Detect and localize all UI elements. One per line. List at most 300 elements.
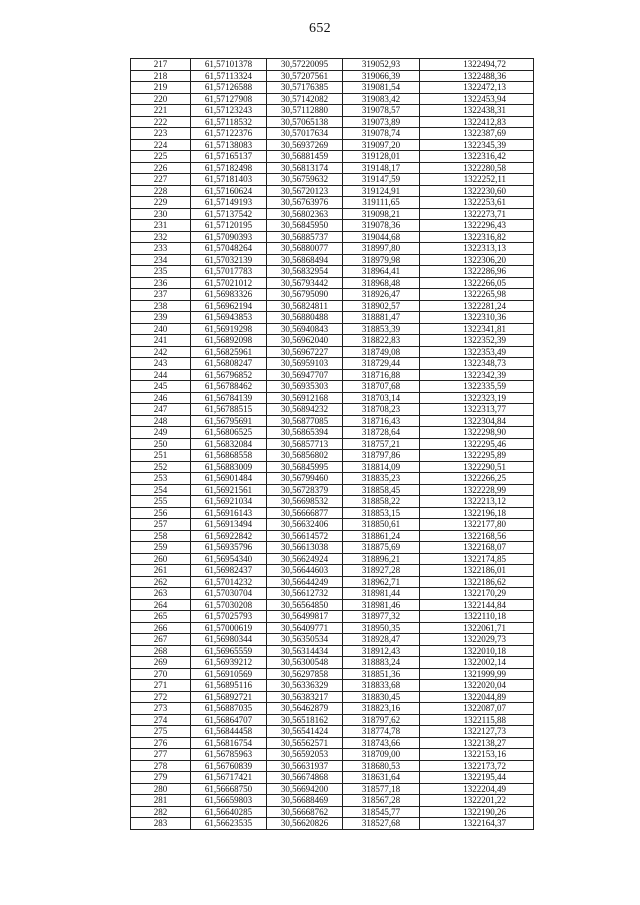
table-row: [131, 358, 534, 370]
y-coordinate-cell: 1322201,22: [420, 795, 534, 807]
y-coordinate-cell: 1322204,49: [420, 783, 534, 795]
latitude-cell: 61,57017783: [191, 266, 267, 278]
table-row: [131, 783, 534, 795]
latitude-cell: 61,57014232: [191, 576, 267, 588]
table-row: [131, 496, 534, 508]
y-coordinate-cell: 1322044,89: [420, 691, 534, 703]
x-coordinate-cell: 318716,43: [343, 415, 420, 427]
point-number-cell: 233: [131, 243, 191, 255]
table-row: [131, 116, 534, 128]
longitude-cell: 30,56562571: [267, 737, 343, 749]
longitude-cell: 30,56300548: [267, 657, 343, 669]
latitude-cell: 61,56887035: [191, 703, 267, 715]
y-coordinate-cell: 1322173,72: [420, 760, 534, 772]
coordinates-table: [130, 58, 534, 830]
latitude-cell: 61,56760839: [191, 760, 267, 772]
latitude-cell: 61,56916143: [191, 507, 267, 519]
latitude-cell: 61,56895116: [191, 680, 267, 692]
longitude-cell: 30,56624924: [267, 553, 343, 565]
latitude-cell: 61,56717421: [191, 772, 267, 784]
x-coordinate-cell: 319083,42: [343, 93, 420, 105]
latitude-cell: 61,57000619: [191, 622, 267, 634]
point-number-cell: 240: [131, 323, 191, 335]
table-row: [131, 507, 534, 519]
x-coordinate-cell: 318716,88: [343, 369, 420, 381]
table-row: [131, 369, 534, 381]
longitude-cell: 30,56620826: [267, 818, 343, 830]
latitude-cell: 61,57138083: [191, 139, 267, 151]
table-row: [131, 450, 534, 462]
point-number-cell: 223: [131, 128, 191, 140]
point-number-cell: 283: [131, 818, 191, 830]
x-coordinate-cell: 318774,78: [343, 726, 420, 738]
latitude-cell: 61,57090393: [191, 231, 267, 243]
x-coordinate-cell: 319078,36: [343, 220, 420, 232]
latitude-cell: 61,56892098: [191, 335, 267, 347]
latitude-cell: 61,56943853: [191, 312, 267, 324]
x-coordinate-cell: 318743,66: [343, 737, 420, 749]
x-coordinate-cell: 319098,21: [343, 208, 420, 220]
latitude-cell: 61,57122376: [191, 128, 267, 140]
x-coordinate-cell: 318823,16: [343, 703, 420, 715]
table-row: [131, 427, 534, 439]
longitude-cell: 30,56832954: [267, 266, 343, 278]
x-coordinate-cell: 318814,09: [343, 461, 420, 473]
longitude-cell: 30,56793442: [267, 277, 343, 289]
latitude-cell: 61,56844458: [191, 726, 267, 738]
latitude-cell: 61,57181403: [191, 174, 267, 186]
x-coordinate-cell: 318708,23: [343, 404, 420, 416]
table-row: [131, 82, 534, 94]
y-coordinate-cell: 1322190,26: [420, 806, 534, 818]
latitude-cell: 61,56825961: [191, 346, 267, 358]
latitude-cell: 61,56883009: [191, 461, 267, 473]
point-number-cell: 272: [131, 691, 191, 703]
longitude-cell: 30,56802363: [267, 208, 343, 220]
point-number-cell: 236: [131, 277, 191, 289]
y-coordinate-cell: 1322273,71: [420, 208, 534, 220]
point-number-cell: 230: [131, 208, 191, 220]
y-coordinate-cell: 1322213,12: [420, 496, 534, 508]
point-number-cell: 225: [131, 151, 191, 163]
latitude-cell: 61,56808247: [191, 358, 267, 370]
x-coordinate-cell: 318977,32: [343, 611, 420, 623]
longitude-cell: 30,57112880: [267, 105, 343, 117]
point-number-cell: 222: [131, 116, 191, 128]
y-coordinate-cell: 1321999,99: [420, 668, 534, 680]
longitude-cell: 30,57142082: [267, 93, 343, 105]
point-number-cell: 227: [131, 174, 191, 186]
longitude-cell: 30,56668762: [267, 806, 343, 818]
latitude-cell: 61,56784139: [191, 392, 267, 404]
point-number-cell: 266: [131, 622, 191, 634]
latitude-cell: 61,57165137: [191, 151, 267, 163]
point-number-cell: 224: [131, 139, 191, 151]
longitude-cell: 30,56962040: [267, 335, 343, 347]
longitude-cell: 30,56763976: [267, 197, 343, 209]
x-coordinate-cell: 318962,71: [343, 576, 420, 588]
table-row: [131, 611, 534, 623]
latitude-cell: 61,57149193: [191, 197, 267, 209]
longitude-cell: 30,56857713: [267, 438, 343, 450]
latitude-cell: 61,56868558: [191, 450, 267, 462]
point-number-cell: 251: [131, 450, 191, 462]
point-number-cell: 260: [131, 553, 191, 565]
y-coordinate-cell: 1322010,18: [420, 645, 534, 657]
longitude-cell: 30,57017634: [267, 128, 343, 140]
latitude-cell: 61,56921561: [191, 484, 267, 496]
y-coordinate-cell: 1322002,14: [420, 657, 534, 669]
x-coordinate-cell: 318631,64: [343, 772, 420, 784]
x-coordinate-cell: 318926,47: [343, 289, 420, 301]
point-number-cell: 265: [131, 611, 191, 623]
latitude-cell: 61,57160624: [191, 185, 267, 197]
x-coordinate-cell: 318861,24: [343, 530, 420, 542]
y-coordinate-cell: 1322335,59: [420, 381, 534, 393]
table-row: [131, 645, 534, 657]
longitude-cell: 30,56940843: [267, 323, 343, 335]
point-number-cell: 232: [131, 231, 191, 243]
point-number-cell: 228: [131, 185, 191, 197]
longitude-cell: 30,56959103: [267, 358, 343, 370]
y-coordinate-cell: 1322195,44: [420, 772, 534, 784]
latitude-cell: 61,57120195: [191, 220, 267, 232]
point-number-cell: 271: [131, 680, 191, 692]
table-row: [131, 530, 534, 542]
y-coordinate-cell: 1322352,39: [420, 335, 534, 347]
longitude-cell: 30,56856802: [267, 450, 343, 462]
longitude-cell: 30,56383217: [267, 691, 343, 703]
x-coordinate-cell: 319124,91: [343, 185, 420, 197]
table-row: [131, 714, 534, 726]
latitude-cell: 61,57118532: [191, 116, 267, 128]
point-number-cell: 282: [131, 806, 191, 818]
latitude-cell: 61,56982437: [191, 565, 267, 577]
table-row: [131, 220, 534, 232]
latitude-cell: 61,57021012: [191, 277, 267, 289]
longitude-cell: 30,56631937: [267, 760, 343, 772]
y-coordinate-cell: 1322170,29: [420, 588, 534, 600]
x-coordinate-cell: 318896,21: [343, 553, 420, 565]
point-number-cell: 259: [131, 542, 191, 554]
table-row: [131, 185, 534, 197]
table-row: [131, 381, 534, 393]
x-coordinate-cell: 318912,43: [343, 645, 420, 657]
point-number-cell: 231: [131, 220, 191, 232]
table-row: [131, 139, 534, 151]
x-coordinate-cell: 319078,57: [343, 105, 420, 117]
point-number-cell: 235: [131, 266, 191, 278]
x-coordinate-cell: 318858,22: [343, 496, 420, 508]
y-coordinate-cell: 1322298,90: [420, 427, 534, 439]
y-coordinate-cell: 1322316,82: [420, 231, 534, 243]
x-coordinate-cell: 319052,93: [343, 59, 420, 71]
latitude-cell: 61,56788515: [191, 404, 267, 416]
latitude-cell: 61,56832084: [191, 438, 267, 450]
longitude-cell: 30,56880077: [267, 243, 343, 255]
x-coordinate-cell: 318979,98: [343, 254, 420, 266]
point-number-cell: 244: [131, 369, 191, 381]
y-coordinate-cell: 1322310,36: [420, 312, 534, 324]
table-row: [131, 128, 534, 140]
x-coordinate-cell: 318881,47: [343, 312, 420, 324]
longitude-cell: 30,56613038: [267, 542, 343, 554]
longitude-cell: 30,56297858: [267, 668, 343, 680]
longitude-cell: 30,56314434: [267, 645, 343, 657]
table-row: [131, 312, 534, 324]
latitude-cell: 61,56935796: [191, 542, 267, 554]
y-coordinate-cell: 1322295,46: [420, 438, 534, 450]
table-row: [131, 772, 534, 784]
table-row: [131, 208, 534, 220]
table-row: [131, 737, 534, 749]
point-number-cell: 238: [131, 300, 191, 312]
x-coordinate-cell: 318680,53: [343, 760, 420, 772]
table-row: [131, 151, 534, 163]
longitude-cell: 30,56541424: [267, 726, 343, 738]
table-row: [131, 404, 534, 416]
y-coordinate-cell: 1322412,83: [420, 116, 534, 128]
table-row: [131, 553, 534, 565]
y-coordinate-cell: 1322296,43: [420, 220, 534, 232]
point-number-cell: 245: [131, 381, 191, 393]
table-row: [131, 622, 534, 634]
x-coordinate-cell: 319044,68: [343, 231, 420, 243]
table-row: [131, 93, 534, 105]
latitude-cell: 61,56980344: [191, 634, 267, 646]
y-coordinate-cell: 1322353,49: [420, 346, 534, 358]
table-row: [131, 277, 534, 289]
latitude-cell: 61,56954340: [191, 553, 267, 565]
table-row: [131, 473, 534, 485]
y-coordinate-cell: 1322253,61: [420, 197, 534, 209]
longitude-cell: 30,56499817: [267, 611, 343, 623]
x-coordinate-cell: 318749,08: [343, 346, 420, 358]
table-row: [131, 749, 534, 761]
latitude-cell: 61,56668750: [191, 783, 267, 795]
x-coordinate-cell: 318981,44: [343, 588, 420, 600]
table-row: [131, 576, 534, 588]
latitude-cell: 61,56919298: [191, 323, 267, 335]
x-coordinate-cell: 318997,80: [343, 243, 420, 255]
table-row: [131, 231, 534, 243]
table-row: [131, 162, 534, 174]
table-row: [131, 254, 534, 266]
y-coordinate-cell: 1322341,81: [420, 323, 534, 335]
y-coordinate-cell: 1322144,84: [420, 599, 534, 611]
y-coordinate-cell: 1322177,80: [420, 519, 534, 531]
latitude-cell: 61,56796852: [191, 369, 267, 381]
table-row: [131, 461, 534, 473]
table-row: [131, 806, 534, 818]
table-row: [131, 289, 534, 301]
longitude-cell: 30,56462879: [267, 703, 343, 715]
y-coordinate-cell: 1322472,13: [420, 82, 534, 94]
latitude-cell: 61,56939212: [191, 657, 267, 669]
table-row: [131, 519, 534, 531]
table-row: [131, 691, 534, 703]
point-number-cell: 277: [131, 749, 191, 761]
point-number-cell: 254: [131, 484, 191, 496]
table-row: [131, 588, 534, 600]
latitude-cell: 61,57182498: [191, 162, 267, 174]
table-row: [131, 266, 534, 278]
longitude-cell: 30,57176385: [267, 82, 343, 94]
longitude-cell: 30,57207561: [267, 70, 343, 82]
x-coordinate-cell: 318851,36: [343, 668, 420, 680]
x-coordinate-cell: 318883,24: [343, 657, 420, 669]
point-number-cell: 220: [131, 93, 191, 105]
y-coordinate-cell: 1322029,73: [420, 634, 534, 646]
y-coordinate-cell: 1322115,88: [420, 714, 534, 726]
y-coordinate-cell: 1322138,27: [420, 737, 534, 749]
longitude-cell: 30,56564850: [267, 599, 343, 611]
longitude-cell: 30,57065138: [267, 116, 343, 128]
y-coordinate-cell: 1322196,18: [420, 507, 534, 519]
x-coordinate-cell: 318545,77: [343, 806, 420, 818]
longitude-cell: 30,56824811: [267, 300, 343, 312]
point-number-cell: 247: [131, 404, 191, 416]
longitude-cell: 30,56614572: [267, 530, 343, 542]
x-coordinate-cell: 318757,21: [343, 438, 420, 450]
y-coordinate-cell: 1322323,19: [420, 392, 534, 404]
point-number-cell: 234: [131, 254, 191, 266]
x-coordinate-cell: 318850,61: [343, 519, 420, 531]
y-coordinate-cell: 1322342,39: [420, 369, 534, 381]
latitude-cell: 61,57137542: [191, 208, 267, 220]
point-number-cell: 278: [131, 760, 191, 772]
latitude-cell: 61,56913494: [191, 519, 267, 531]
longitude-cell: 30,56644249: [267, 576, 343, 588]
longitude-cell: 30,56813174: [267, 162, 343, 174]
table-row: [131, 599, 534, 611]
table-row: [131, 438, 534, 450]
longitude-cell: 30,56845995: [267, 461, 343, 473]
table-row: [131, 542, 534, 554]
table-row: [131, 323, 534, 335]
y-coordinate-cell: 1322230,60: [420, 185, 534, 197]
point-number-cell: 242: [131, 346, 191, 358]
x-coordinate-cell: 318830,45: [343, 691, 420, 703]
x-coordinate-cell: 319111,65: [343, 197, 420, 209]
point-number-cell: 257: [131, 519, 191, 531]
y-coordinate-cell: 1322313,13: [420, 243, 534, 255]
point-number-cell: 280: [131, 783, 191, 795]
table-row: [131, 105, 534, 117]
y-coordinate-cell: 1322266,05: [420, 277, 534, 289]
longitude-cell: 30,56674868: [267, 772, 343, 784]
y-coordinate-cell: 1322306,20: [420, 254, 534, 266]
point-number-cell: 262: [131, 576, 191, 588]
latitude-cell: 61,57101378: [191, 59, 267, 71]
latitude-cell: 61,56910569: [191, 668, 267, 680]
x-coordinate-cell: 318703,14: [343, 392, 420, 404]
y-coordinate-cell: 1322020,04: [420, 680, 534, 692]
point-number-cell: 276: [131, 737, 191, 749]
y-coordinate-cell: 1322061,71: [420, 622, 534, 634]
longitude-cell: 30,56935303: [267, 381, 343, 393]
longitude-cell: 30,56698532: [267, 496, 343, 508]
x-coordinate-cell: 318981,46: [343, 599, 420, 611]
y-coordinate-cell: 1322153,16: [420, 749, 534, 761]
table-row: [131, 197, 534, 209]
x-coordinate-cell: 318902,57: [343, 300, 420, 312]
longitude-cell: 30,56688469: [267, 795, 343, 807]
latitude-cell: 61,56785963: [191, 749, 267, 761]
table-row: [131, 657, 534, 669]
latitude-cell: 61,56965559: [191, 645, 267, 657]
y-coordinate-cell: 1322087,07: [420, 703, 534, 715]
y-coordinate-cell: 1322186,62: [420, 576, 534, 588]
y-coordinate-cell: 1322438,31: [420, 105, 534, 117]
table-row: [131, 415, 534, 427]
y-coordinate-cell: 1322164,37: [420, 818, 534, 830]
longitude-cell: 30,56644603: [267, 565, 343, 577]
point-number-cell: 270: [131, 668, 191, 680]
y-coordinate-cell: 1322110,18: [420, 611, 534, 623]
latitude-cell: 61,56659803: [191, 795, 267, 807]
latitude-cell: 61,56892721: [191, 691, 267, 703]
table-row: [131, 335, 534, 347]
x-coordinate-cell: 319128,01: [343, 151, 420, 163]
y-coordinate-cell: 1322316,42: [420, 151, 534, 163]
latitude-cell: 61,56806525: [191, 427, 267, 439]
latitude-cell: 61,57032139: [191, 254, 267, 266]
latitude-cell: 61,57025793: [191, 611, 267, 623]
point-number-cell: 217: [131, 59, 191, 71]
table-row: [131, 59, 534, 71]
coordinates-table-body: [131, 59, 534, 830]
x-coordinate-cell: 318709,00: [343, 749, 420, 761]
point-number-cell: 267: [131, 634, 191, 646]
x-coordinate-cell: 318729,44: [343, 358, 420, 370]
x-coordinate-cell: 319148,17: [343, 162, 420, 174]
x-coordinate-cell: 318728,64: [343, 427, 420, 439]
longitude-cell: 30,56336329: [267, 680, 343, 692]
point-number-cell: 252: [131, 461, 191, 473]
longitude-cell: 30,56799460: [267, 473, 343, 485]
longitude-cell: 30,56592053: [267, 749, 343, 761]
point-number-cell: 226: [131, 162, 191, 174]
point-number-cell: 269: [131, 657, 191, 669]
longitude-cell: 30,56894232: [267, 404, 343, 416]
y-coordinate-cell: 1322168,07: [420, 542, 534, 554]
x-coordinate-cell: 318577,18: [343, 783, 420, 795]
latitude-cell: 61,56788462: [191, 381, 267, 393]
latitude-cell: 61,57126588: [191, 82, 267, 94]
latitude-cell: 61,56864707: [191, 714, 267, 726]
longitude-cell: 30,56795090: [267, 289, 343, 301]
point-number-cell: 275: [131, 726, 191, 738]
point-number-cell: 274: [131, 714, 191, 726]
latitude-cell: 61,56816754: [191, 737, 267, 749]
longitude-cell: 30,56694200: [267, 783, 343, 795]
table-row: [131, 634, 534, 646]
point-number-cell: 229: [131, 197, 191, 209]
y-coordinate-cell: 1322313,77: [420, 404, 534, 416]
longitude-cell: 30,56409771: [267, 622, 343, 634]
x-coordinate-cell: 319097,20: [343, 139, 420, 151]
point-number-cell: 281: [131, 795, 191, 807]
latitude-cell: 61,57048264: [191, 243, 267, 255]
point-number-cell: 268: [131, 645, 191, 657]
table-row: [131, 392, 534, 404]
y-coordinate-cell: 1322280,58: [420, 162, 534, 174]
y-coordinate-cell: 1322453,94: [420, 93, 534, 105]
x-coordinate-cell: 318950,35: [343, 622, 420, 634]
point-number-cell: 273: [131, 703, 191, 715]
longitude-cell: 30,56759632: [267, 174, 343, 186]
